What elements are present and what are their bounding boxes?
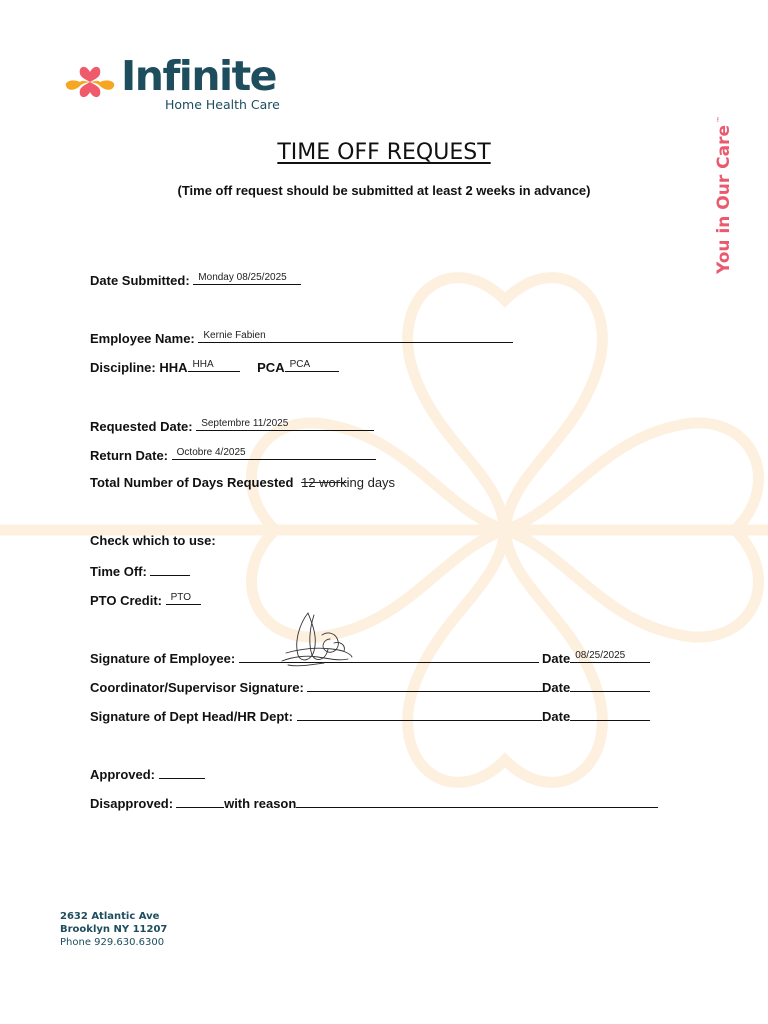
pto-credit-value: PTO bbox=[170, 592, 192, 603]
employee-signature-label: Signature of Employee: bbox=[90, 651, 236, 666]
approved-row bbox=[90, 764, 205, 784]
form-title-text: TIME OFF REQUEST bbox=[277, 140, 491, 165]
employee-date-label: Date bbox=[542, 651, 571, 666]
total-days-value[interactable] bbox=[301, 475, 395, 490]
pto-credit-field[interactable] bbox=[166, 590, 201, 605]
hha-value: HHA bbox=[192, 359, 214, 370]
check-which-label: Check which to use: bbox=[90, 533, 216, 548]
date-submitted-label: Date Submitted: bbox=[90, 273, 190, 288]
date-submitted-value: Monday 08/25/2025 bbox=[198, 272, 287, 283]
dept-head-date-label: Date bbox=[542, 709, 571, 724]
disapproved-row bbox=[90, 793, 658, 813]
requested-date-field[interactable] bbox=[196, 416, 374, 431]
coordinator-signature-field[interactable] bbox=[307, 677, 545, 692]
employee-name-label: Employee Name: bbox=[90, 331, 195, 346]
tagline-text: You in Our Care bbox=[714, 124, 734, 275]
total-days-struck-text: 12 work bbox=[301, 475, 347, 490]
coordinator-signature-row bbox=[90, 677, 545, 697]
hha-field[interactable] bbox=[188, 357, 240, 372]
total-days-label: Total Number of Days Requested bbox=[90, 475, 294, 490]
employee-signature-date bbox=[542, 648, 650, 668]
address-line-1: 2632 Atlantic Ave bbox=[60, 911, 160, 922]
employee-name-value: Kernie Fabien bbox=[203, 330, 266, 341]
phone-number: Phone 929.630.6300 bbox=[60, 937, 165, 948]
footer-address bbox=[60, 910, 167, 949]
pto-credit-row bbox=[90, 590, 201, 610]
disapproved-label: Disapproved: bbox=[90, 796, 174, 811]
employee-name-row bbox=[90, 328, 513, 348]
requested-date-row bbox=[90, 416, 374, 436]
pca-label: PCA bbox=[257, 360, 285, 375]
form-title bbox=[0, 139, 768, 167]
address-line-2: Brooklyn NY 11207 bbox=[60, 924, 168, 935]
pto-credit-label: PTO Credit: bbox=[90, 593, 162, 608]
time-off-row bbox=[90, 561, 190, 581]
disapproved-reason-label: with reason bbox=[224, 796, 297, 811]
brand-name: Infinite bbox=[121, 52, 276, 100]
dept-head-signature-field[interactable] bbox=[297, 706, 542, 721]
return-date-field[interactable] bbox=[172, 445, 376, 460]
discipline-label: Discipline: HHA bbox=[90, 360, 188, 375]
coordinator-date-field[interactable] bbox=[570, 677, 650, 692]
coordinator-signature-date bbox=[542, 677, 650, 697]
trademark-mark: ™ bbox=[716, 115, 725, 123]
coordinator-date-label: Date bbox=[542, 680, 571, 695]
total-days-row bbox=[90, 474, 395, 492]
date-submitted-row bbox=[90, 270, 301, 290]
return-date-value: Octobre 4/2025 bbox=[176, 447, 246, 458]
approved-field[interactable] bbox=[159, 764, 205, 779]
date-submitted-field[interactable] bbox=[193, 270, 301, 285]
dept-head-signature-row bbox=[90, 706, 542, 726]
dept-head-signature-label: Signature of Dept Head/HR Dept: bbox=[90, 709, 293, 724]
time-off-field[interactable] bbox=[150, 561, 190, 576]
employee-date-value: 08/25/2025 bbox=[575, 650, 626, 661]
dept-head-date-field[interactable] bbox=[570, 706, 650, 721]
employee-signature-scribble-icon bbox=[278, 605, 358, 671]
return-date-row bbox=[90, 445, 376, 465]
requested-date-label: Requested Date: bbox=[90, 419, 193, 434]
dept-head-signature-date bbox=[542, 706, 650, 726]
total-days-rest-text: ing days bbox=[346, 475, 396, 490]
requested-date-value: Septembre 11/2025 bbox=[201, 418, 289, 429]
return-date-label: Return Date: bbox=[90, 448, 169, 463]
employee-name-field[interactable] bbox=[198, 328, 513, 343]
employee-date-field[interactable] bbox=[570, 648, 650, 663]
pca-field[interactable] bbox=[285, 357, 339, 372]
disapproved-field[interactable] bbox=[176, 793, 224, 808]
disapproved-reason-field[interactable] bbox=[296, 793, 658, 808]
time-off-label: Time Off: bbox=[90, 564, 147, 579]
brand-subtitle: Home Health Care bbox=[165, 97, 280, 112]
form-subtitle: (Time off request should be submitted at least 2 weeks in advance) bbox=[177, 183, 591, 198]
approved-label: Approved: bbox=[90, 767, 155, 782]
coordinator-signature-label: Coordinator/Supervisor Signature: bbox=[90, 680, 304, 695]
discipline-row bbox=[90, 357, 339, 377]
pca-value: PCA bbox=[289, 359, 311, 370]
